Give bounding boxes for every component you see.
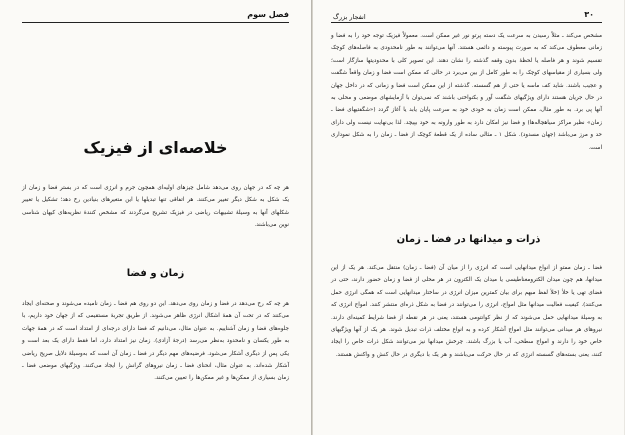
section-paragraph-time-space: هر چه که رخ می‌دهد در فضا و زمان روی می‌دهد. این دو روی هم فضا ـ زمان نامیده می‌شوند و صحنه‌ای ایجاد می‌کنند که در تحت آن همهٔ اشکال انرژی ظاهر می‌شوند. از طریق تجربهٔ مستقیمی که از جهان خود داریم، با جلوه‌های فضا و زمان آشناییم. به عنوان مثال، می‌دانیم که فضا دارای درجه‌ای از امتداد است که در همهٔ جهات به طور یکسان و نامحدود به‌نظر می‌رسد (درجهٔ آزادی). زمان نیز امتداد دارد، اما فقط دارای یک بعد است و یکی پس از دیگری آشکار می‌شود. فرضیه‌های مهم دیگر در فضا ـ زمان آن است که به‌وسیلهٔ دلایل صریح ریاضی آشکار شده‌اند. به عنوان مثال، انحنای فضا ـ زمان نیروهای گرانش را ایجاد می‌کنند. ویژگیهای موضعی فضا ـ زمان بسیاری از ممکن‌ها و غیر ممکن‌ها را تعیین می‌کنند. <box>22 301 289 382</box>
left-page <box>0 0 312 435</box>
right-bottom-paragraph: فضا ـ زمان ممتو از انواع میدانهایی است که انرژی را از میان آن (فضا ـ زمان) منتقل می‌کند. هر یک از این میدانها، هم چون میدان الکترومغناطیسی یا میدان یک الکترون در هر محلی از فضا و زمان حضور دارند، حتی در فضای تهی یا خلأ (خلأ لفظ مبهم برای بیان کمترین میزان انرژی در ساختار میدانهایی است که همگی انرژی حمل می‌کنند). کیفیت فعالیت میدانها مثل امواج، انرژی را می‌توانند در فضا به شکل ذره‌ای منتشر کنند. امواج انرژی که به وسیلهٔ میدانهایی حمل می‌شوند که از نظر کوانتومی هستند، یعنی در هر نقطه از فضا شرایط کمینه‌ای دارند. نیروهای هر میدانی می‌توانند مثل امواج آشکار کرده و به انواع مختلف ذرات تبدیل شوند. هر یک از آنها ویژگیهای خاص خود را دارند و امواج سطحی، آب یا بزرگ باشند. چرخش میدانها نیز می‌توانند شکل ذرات خاص را ایجاد کنند، یعنی بسته‌های گسسته انرژی که در حال حرکت می‌باشند و هر یک با دیگری در حال کنش و واکنش هستند. <box>331 265 602 358</box>
section-title-particles-fields: ذرات و میدانها در فضا ـ زمان <box>396 234 541 245</box>
left-header-rule <box>22 22 289 23</box>
chapter-title: خلاصه‌ای از فیزیک <box>83 138 228 157</box>
left-running-head: فصل سوم <box>247 10 289 19</box>
right-page-number: ۳۰ <box>584 10 594 19</box>
right-header-rule <box>331 22 602 23</box>
intro-paragraph: هر چه که در جهان روی می‌دهد شامل چیزهای اولیه‌ای همچون جرم و انرژی است که در بستر فضا و زمان از یک شکل به شکل دیگر تغییر می‌کنند. هر اتفاقی تنها تبدیلها یا این متغیرهای بنیادین رخ دهد؛ تشکیل یا تغییر شکلهای آنها به وسیلهٔ تشبیهات ریاضی در فیزیک تشریح می‌گردند که مشخص کنندهٔ نظریه‌های کیهان شناسی نوین می‌باشند. <box>22 185 289 229</box>
section-title-time-space: زمان و فضا <box>126 268 185 279</box>
right-running-head: انفجار بزرگ <box>333 13 366 21</box>
right-page <box>312 0 624 435</box>
right-top-paragraph: مشخص می‌کند ـ مثلاً رسیدن به سرعت یک دسته پرتو نور غیر ممکن است. معمولاً فیزیک توجه خود را به فضا و زمانی معطوف می‌کند که به صورت پیوسته و دائمی هستند. آنها می‌توانند به طور نامحدودی به فاصله‌های کوچک تقسیم شوند و هر فاصله یا لحظهٔ بدون وقفه گذشته را نشان دهند. این تصویر کلی با محدودیتها سازگار است؛ ولی بسیاری از مقیاسهای کوچک را به طور کامل از بین می‌برد در حالی که ممکن است فضا و زمان واقعاً شگفت و عجیب باشند. شاید کف ماسه یا حتی از هم گسسته. گذشته از این ممکن است فضا و زمانی که در داخل جهان در حال جریان هستند دارای ویژگیهای شگفت آور و بکنواختی باشند که نمی‌توان با آزمایشهای موضعی و محلی به آنها پی برد. به طور مثال، ممکن است زمان به خودی خود به سرعت پایان یابد یا آغاز گردد («شگفتیهای فضا ـ زمان» نظیر مراکز سیاهچاله‌ها) و فضا نیز امکان دارد به طور وارونه به خود بپیچد. لذا بی‌نهایت نیست ولی دارای حد و مرز می‌باشد (جهان مسدود). شکل ۱ ـ مثالی ساده از یک قطعهٔ کوچک از فضا ـ زمان را به شکل نموداری است. <box>331 33 602 151</box>
